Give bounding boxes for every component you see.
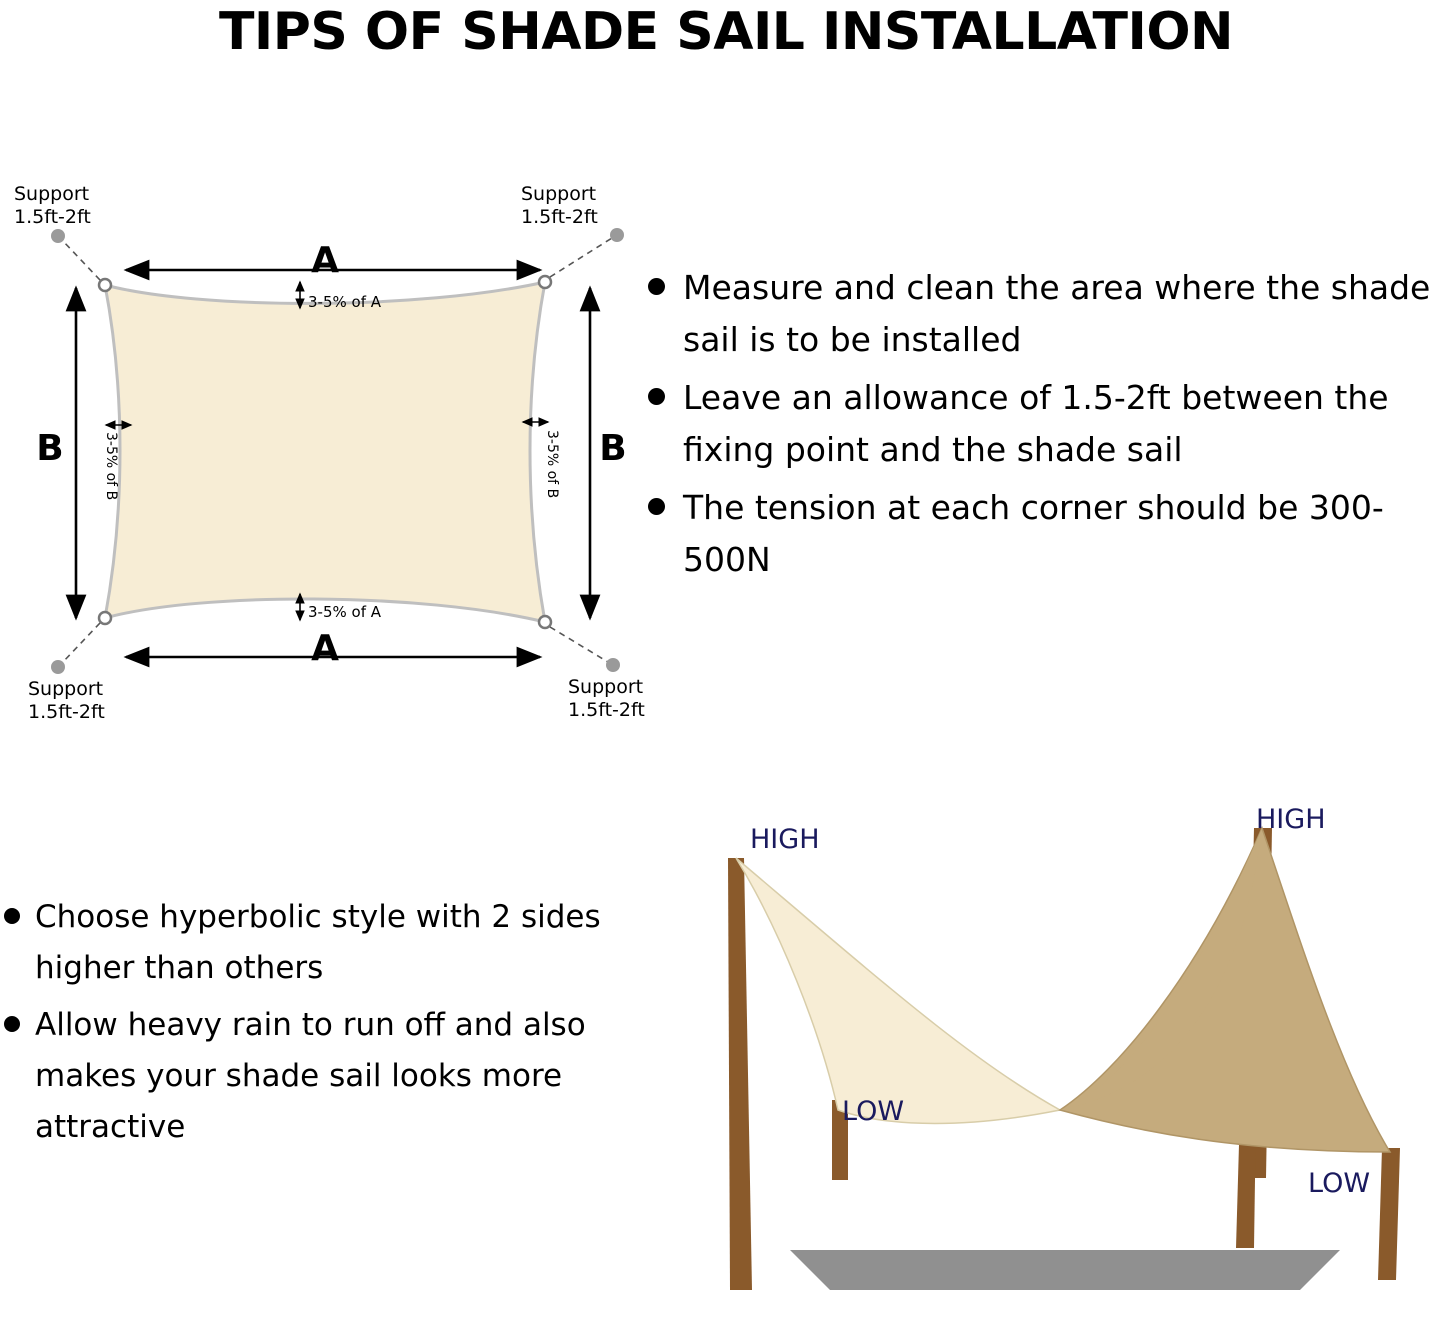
label-low-right: LOW bbox=[1308, 1168, 1371, 1199]
list-item bbox=[4, 892, 624, 994]
sail-shape bbox=[105, 282, 545, 622]
installation-tips-list bbox=[648, 262, 1448, 592]
page-title: TIPS OF SHADE SAIL INSTALLATION bbox=[218, 2, 1234, 62]
dimension-label-b-left: B bbox=[36, 428, 64, 469]
grommet-bottom-right bbox=[539, 616, 551, 628]
support-label-bottom-right-line2: 1.5ft-2ft bbox=[568, 699, 645, 721]
style-tip-text: Choose hyperbolic style with 2 sides higher than others bbox=[35, 899, 601, 986]
curve-depth-label-bottom: 3-5% of A bbox=[308, 603, 382, 621]
curve-depth-label-top: 3-5% of A bbox=[308, 293, 382, 311]
support-line-top-right bbox=[550, 238, 612, 277]
support-label-top-right-line2: 1.5ft-2ft bbox=[521, 206, 598, 228]
support-label-top-left-line1: Support bbox=[14, 183, 90, 205]
grommet-top-left bbox=[99, 279, 111, 291]
ground-shadow bbox=[790, 1250, 1340, 1290]
list-item bbox=[648, 262, 1448, 366]
bullet-icon bbox=[4, 1016, 20, 1032]
list-item bbox=[4, 1000, 624, 1153]
hyperbolic-sail-diagram bbox=[640, 780, 1452, 1325]
support-dot-top-left bbox=[51, 229, 65, 243]
sail-panel-dark bbox=[1060, 828, 1390, 1152]
dimension-label-a-bottom: A bbox=[311, 628, 339, 669]
bullet-icon bbox=[648, 388, 665, 405]
tip-text: Leave an allowance of 1.5-2ft between the fixing point and the shade sail bbox=[683, 378, 1389, 469]
support-line-bottom-right bbox=[550, 627, 608, 662]
label-high-right: HIGH bbox=[1256, 804, 1326, 835]
post-low-right bbox=[1378, 1148, 1400, 1280]
bullet-icon bbox=[4, 908, 20, 924]
support-line-bottom-left bbox=[62, 623, 100, 663]
style-tips-list bbox=[4, 892, 624, 1159]
bullet-icon bbox=[648, 278, 665, 295]
support-dot-bottom-left bbox=[51, 660, 65, 674]
support-dot-top-right bbox=[610, 228, 624, 242]
list-item bbox=[648, 372, 1448, 476]
list-item bbox=[648, 482, 1448, 586]
tip-text: Measure and clean the area where the shade sail is to be installed bbox=[683, 268, 1431, 359]
support-label-top-left-line2: 1.5ft-2ft bbox=[14, 206, 91, 228]
support-label-bottom-left-line1: Support bbox=[28, 678, 104, 700]
style-tip-text: Allow heavy rain to run off and also makes your shade sail looks more attractive bbox=[35, 1007, 586, 1145]
post-high-left bbox=[728, 858, 752, 1290]
dimension-label-a-top: A bbox=[311, 240, 339, 281]
grommet-bottom-left bbox=[99, 612, 111, 624]
label-high-left: HIGH bbox=[750, 824, 820, 855]
sail-panel-light bbox=[736, 858, 1060, 1124]
support-label-bottom-left-line2: 1.5ft-2ft bbox=[28, 701, 105, 723]
label-low-left: LOW bbox=[842, 1096, 905, 1127]
support-label-bottom-right-line1: Support bbox=[568, 676, 644, 698]
support-dot-bottom-right bbox=[606, 658, 620, 672]
dimension-label-b-right: B bbox=[599, 428, 627, 469]
rectangular-sail-diagram bbox=[0, 160, 660, 740]
support-line-top-left bbox=[62, 240, 100, 280]
curve-depth-label-right: 3-5% of B bbox=[544, 430, 560, 499]
support-label-top-right-line1: Support bbox=[521, 183, 597, 205]
tip-text: The tension at each corner should be 300-500N bbox=[683, 488, 1384, 579]
curve-depth-label-left: 3-5% of B bbox=[103, 432, 119, 501]
grommet-top-right bbox=[539, 276, 551, 288]
bullet-icon bbox=[648, 498, 665, 515]
